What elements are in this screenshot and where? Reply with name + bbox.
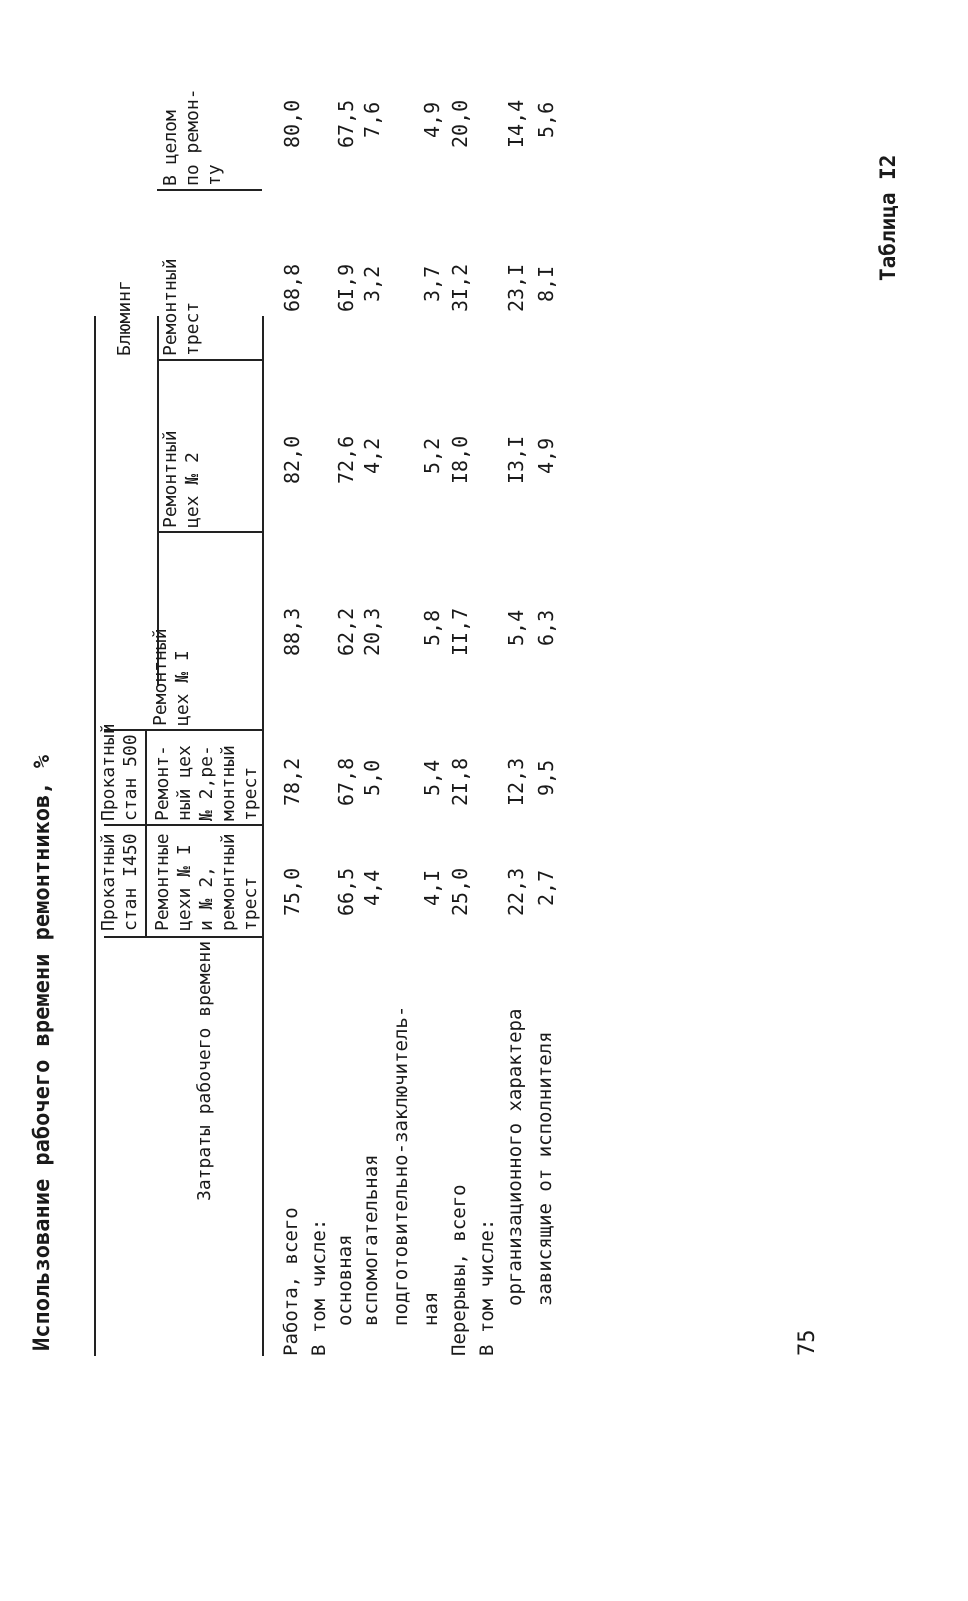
header-bottom-rule <box>262 316 264 1356</box>
header-time-costs: Затраты рабочего времени <box>194 940 215 1201</box>
rotated-page <box>0 50 930 1551</box>
value-cell: 5,0 <box>360 759 384 796</box>
value-cell: 3I,2 <box>448 263 472 312</box>
value-cell: I2,3 <box>504 757 528 806</box>
value-cell: 5,4 <box>420 759 444 796</box>
value-cell: 67,5 <box>334 99 358 148</box>
col-rule-2 <box>104 824 262 826</box>
row-label-performer: зависящие от исполнителя <box>534 1031 556 1306</box>
value-cell: 4,2 <box>360 437 384 474</box>
value-cell: 88,3 <box>280 607 304 656</box>
row-label-including-2: В том числе: <box>476 1218 498 1356</box>
header-group-1450: Прокатный стан I450 <box>98 833 141 931</box>
value-cell: 20,0 <box>448 99 472 148</box>
value-cell: 2,7 <box>534 869 558 906</box>
header-col-2: Ремонт- ный цех № 2,ре- монтный трест <box>152 745 261 821</box>
col-rule-1 <box>104 936 262 938</box>
row-label-prep-final: подготовительно-заключитель- <box>390 1005 412 1326</box>
value-cell: 22,3 <box>504 867 528 916</box>
value-cell: 78,2 <box>280 757 304 806</box>
value-cell: 5,2 <box>420 437 444 474</box>
value-cell: 5,8 <box>420 609 444 646</box>
value-cell: 6,3 <box>534 609 558 646</box>
value-cell: I3,I <box>504 435 528 484</box>
row-label-main: основная <box>334 1234 356 1326</box>
value-cell: 8,I <box>534 265 558 302</box>
value-cell: 3,2 <box>360 265 384 302</box>
header-col-1: Ремонтные цехи № I и № 2, ремонтный трест <box>152 833 261 931</box>
header-col-6: В целом по ремон- ту <box>160 88 225 186</box>
header-group-blooming: Блюминг <box>114 280 135 356</box>
col-rule-5 <box>157 359 262 361</box>
value-cell: 5,4 <box>504 609 528 646</box>
header-col-3: Ремонтный цех № I <box>150 628 193 726</box>
value-cell: 62,2 <box>334 607 358 656</box>
row-label-organizational: организационного характера <box>504 1008 526 1306</box>
col-rule-4 <box>157 531 262 533</box>
value-cell: 4,9 <box>534 437 558 474</box>
value-cell: 9,5 <box>534 759 558 796</box>
value-cell: 82,0 <box>280 435 304 484</box>
col-rule-6 <box>157 189 262 191</box>
value-cell: 4,4 <box>360 869 384 906</box>
value-cell: 80,0 <box>280 99 304 148</box>
table-top-rule <box>94 316 96 1356</box>
header-col-5: Ремонтный трест <box>160 258 203 356</box>
value-cell: 25,0 <box>448 867 472 916</box>
row-label-work-total: Работа, всего <box>280 1207 302 1356</box>
value-cell: 67,8 <box>334 757 358 806</box>
row-label-prep-final-cont: ная <box>420 1291 442 1326</box>
data-table <box>94 36 674 1356</box>
table-number: Таблица I2 <box>876 154 900 281</box>
group-underline-1450-500 <box>145 731 147 938</box>
row-label-breaks-total: Перерывы, всего <box>448 1184 470 1356</box>
value-cell: 23,I <box>504 263 528 312</box>
value-cell: 68,8 <box>280 263 304 312</box>
value-cell: I4,4 <box>504 99 528 148</box>
row-label-including: В том числе: <box>308 1218 330 1356</box>
value-cell: 20,3 <box>360 607 384 656</box>
value-cell: 4,I <box>420 869 444 906</box>
value-cell: 4,9 <box>420 101 444 138</box>
value-cell: 7,6 <box>360 101 384 138</box>
page-number: 75 <box>795 1329 820 1356</box>
value-cell: 66,5 <box>334 867 358 916</box>
table-caption: Использование рабочего времени ремонтников, % <box>30 754 55 1351</box>
header-group-500: Прокатный стан 500 <box>98 723 141 821</box>
header-col-4: Ремонтный цех № 2 <box>160 430 203 528</box>
row-label-auxiliary: вспомогательная <box>360 1154 382 1326</box>
value-cell: 75,0 <box>280 867 304 916</box>
value-cell: 72,6 <box>334 435 358 484</box>
value-cell: 6I,9 <box>334 263 358 312</box>
value-cell: I8,0 <box>448 435 472 484</box>
value-cell: 2I,8 <box>448 757 472 806</box>
value-cell: II,7 <box>448 607 472 656</box>
value-cell: 5,6 <box>534 101 558 138</box>
value-cell: 3,7 <box>420 265 444 302</box>
